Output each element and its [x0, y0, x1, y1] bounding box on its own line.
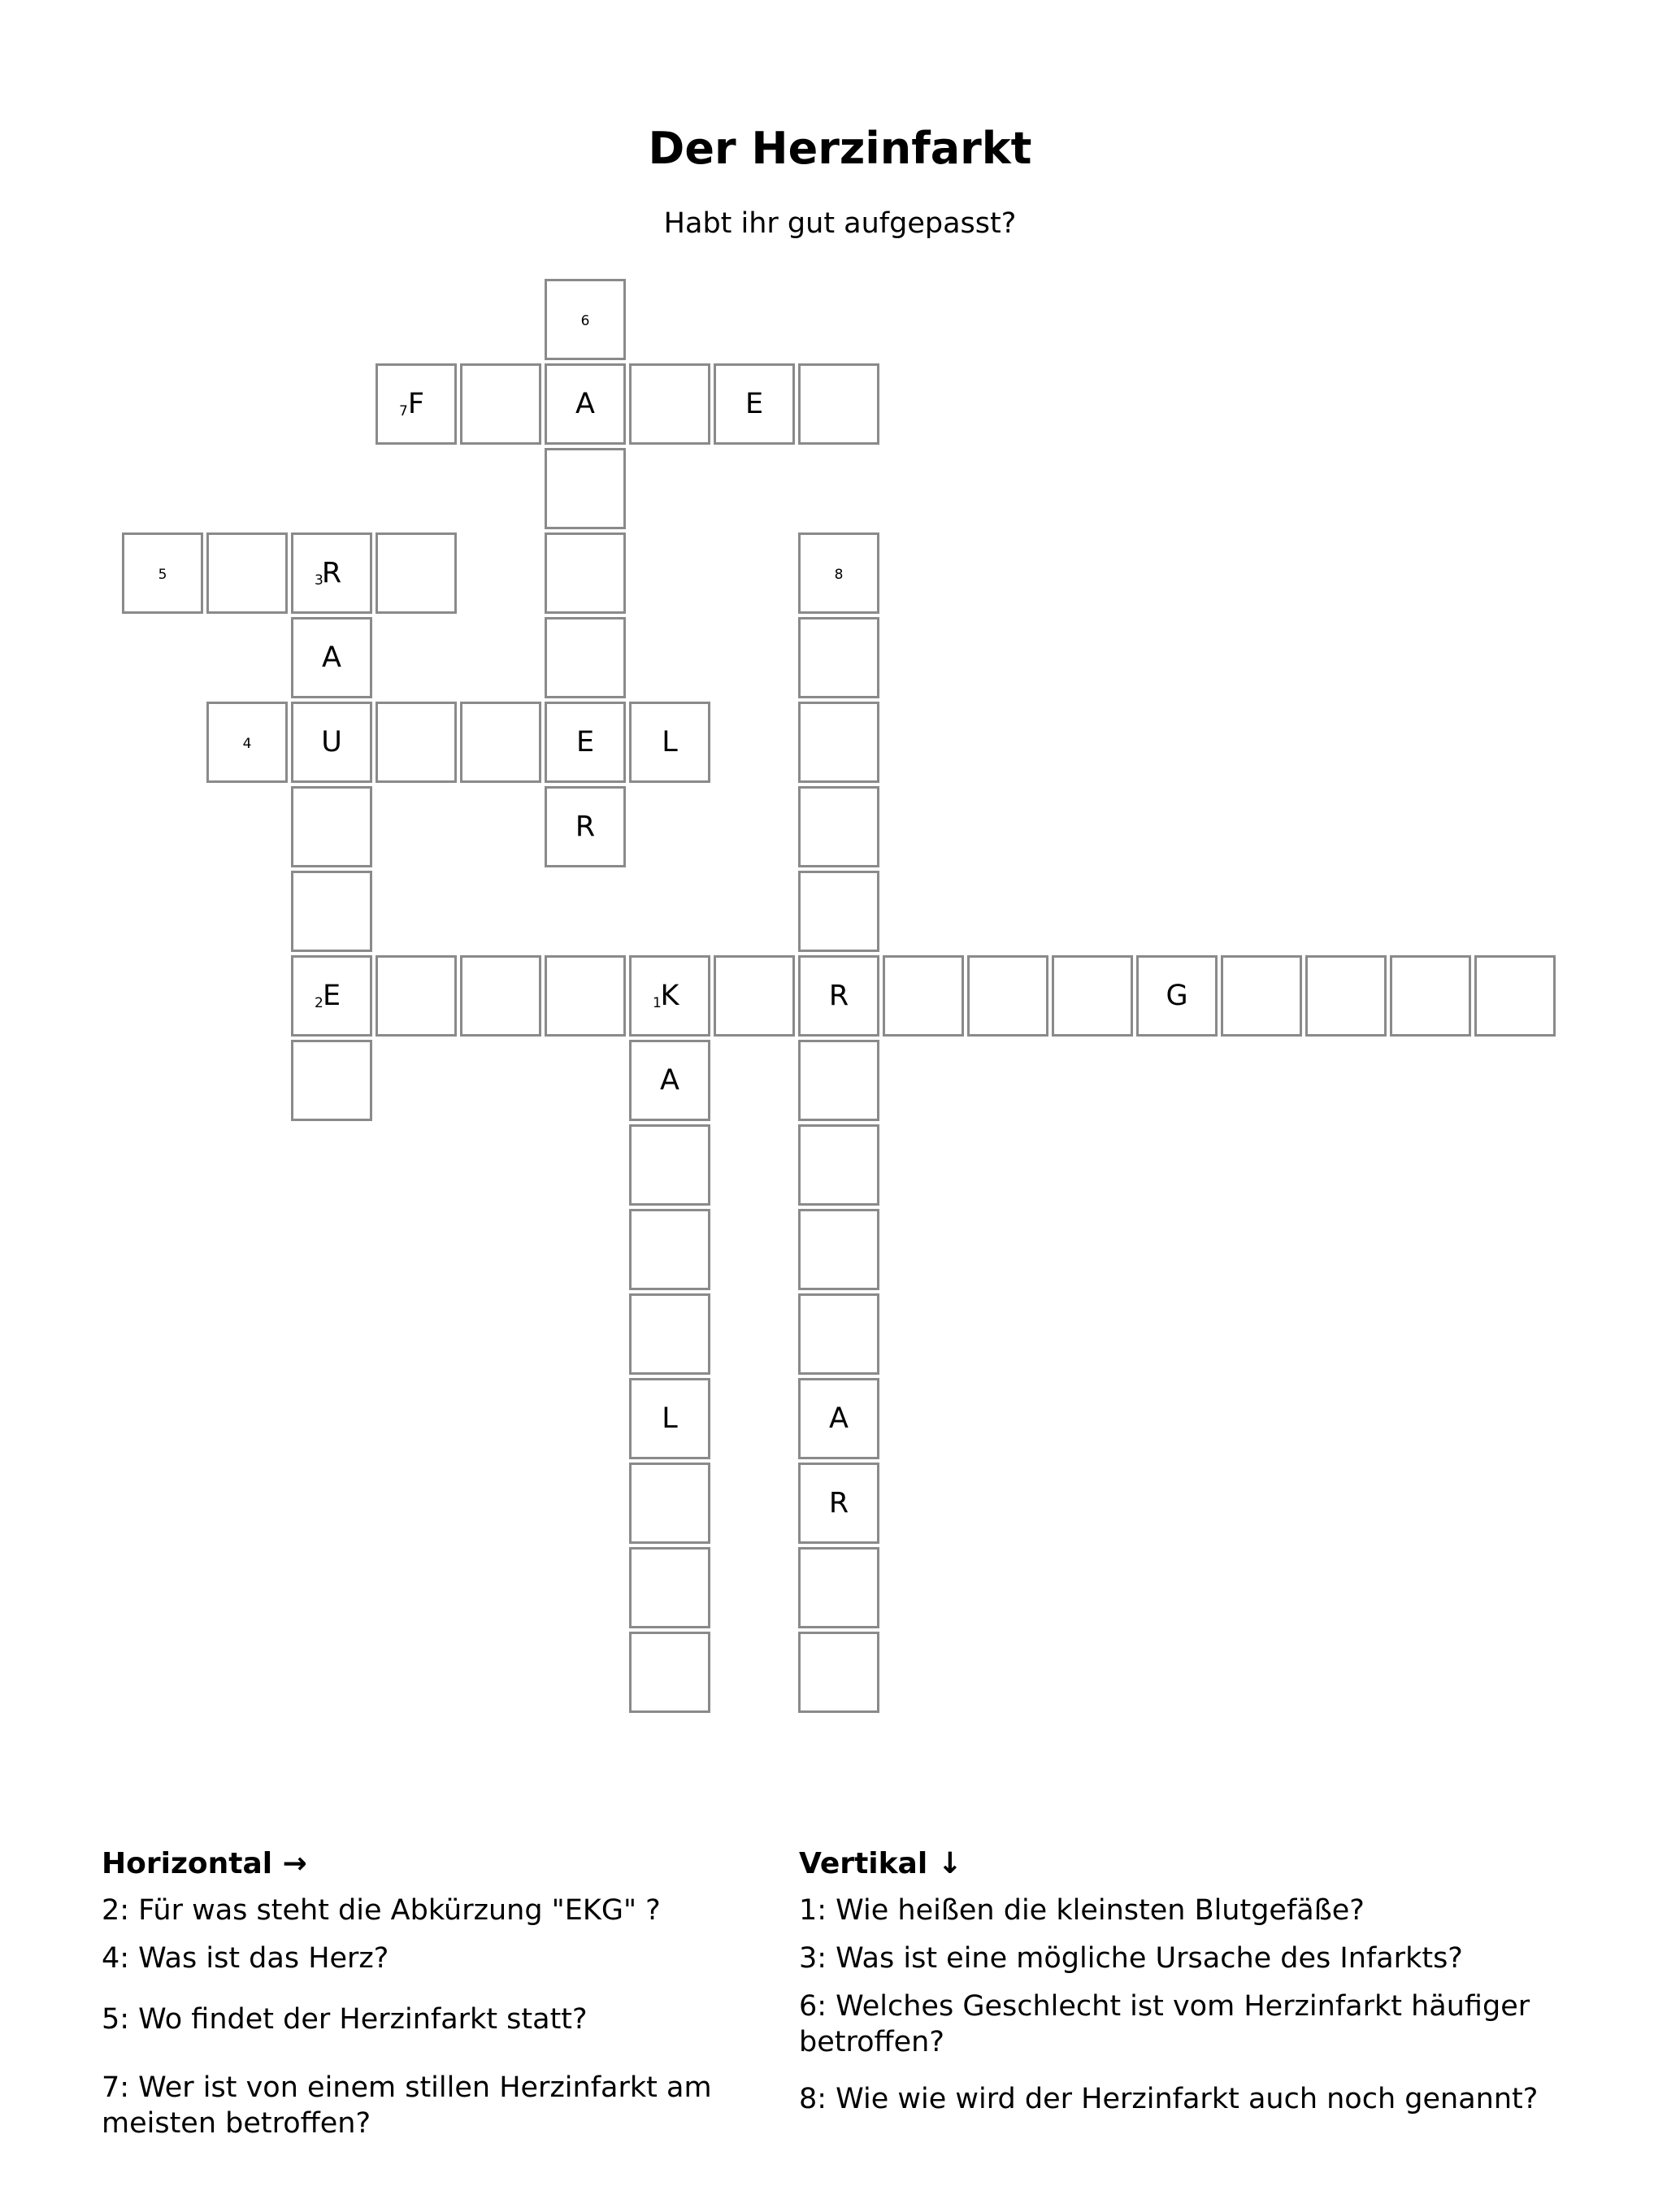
cell-letter: R [828, 980, 849, 1012]
grid-cell[interactable] [629, 1632, 710, 1713]
grid-cell[interactable] [798, 1040, 879, 1121]
clue-number: 4 [242, 736, 252, 752]
grid-cell[interactable] [291, 786, 372, 867]
cell-letter: E [322, 980, 341, 1012]
cell-letter: A [660, 1064, 679, 1097]
clues-horizontal [102, 1844, 752, 2141]
grid-cell[interactable] [545, 532, 626, 614]
grid-cell[interactable] [629, 702, 710, 783]
cell-letter: A [829, 1402, 849, 1435]
grid-cell[interactable] [629, 363, 710, 445]
grid-cell[interactable] [798, 955, 879, 1037]
grid-cell[interactable] [291, 532, 372, 614]
grid-cell[interactable] [714, 363, 795, 445]
grid-cell[interactable] [629, 955, 710, 1037]
grid-cell[interactable] [883, 955, 964, 1037]
cell-letter: F [407, 388, 425, 420]
grid-cell[interactable] [206, 532, 288, 614]
grid-cell[interactable] [629, 1293, 710, 1375]
clue-number: 7 [399, 403, 408, 419]
grid-cell[interactable] [798, 1463, 879, 1544]
grid-cell[interactable] [798, 1124, 879, 1206]
grid-cell[interactable] [967, 955, 1048, 1037]
grid-cell[interactable] [460, 363, 541, 445]
grid-cell[interactable] [798, 871, 879, 952]
grid-cell[interactable] [545, 279, 626, 360]
grid-cell[interactable] [376, 955, 457, 1037]
clues-vertical [799, 1844, 1563, 2117]
page-title: Der Herzinfarkt [648, 123, 1032, 174]
grid-cell[interactable] [122, 532, 203, 614]
clue-h-7: 7: Wer ist von einem stillen Herzinfarkt am meisten betroffen? [102, 2071, 712, 2140]
page-subtitle: Habt ihr gut aufgepasst? [663, 207, 1017, 240]
clue-number: 6 [580, 313, 590, 329]
grid-cell[interactable] [629, 1463, 710, 1544]
grid-cell[interactable] [798, 786, 879, 867]
cell-letter: A [575, 388, 595, 420]
cell-letter: L [662, 1402, 678, 1435]
grid-cell[interactable] [545, 955, 626, 1037]
grid-cell[interactable] [629, 1547, 710, 1628]
grid-cell[interactable] [460, 955, 541, 1037]
clue-h-5: 5: Wo findet der Herzinfarkt statt? [102, 2003, 588, 2036]
grid-cell[interactable] [376, 532, 457, 614]
clue-v-1: 1: Wie heißen die kleinsten Blutgefäße? [799, 1894, 1365, 1927]
clue-number: 2 [315, 995, 323, 1011]
cell-letter: A [322, 641, 341, 674]
cell-letter: E [575, 726, 595, 758]
grid-cell[interactable] [460, 702, 541, 783]
grid-cell[interactable] [629, 1378, 710, 1459]
grid-cell[interactable] [798, 617, 879, 698]
clue-number: 5 [158, 567, 167, 583]
clue-number: 8 [834, 567, 844, 583]
clue-v-8: 8: Wie wie wird der Herzinfarkt auch noch genannt? [799, 2083, 1539, 2115]
cell-letter: L [662, 726, 678, 758]
grid-cell[interactable] [798, 363, 879, 445]
grid-cell[interactable] [629, 1040, 710, 1121]
grid-cell[interactable] [798, 702, 879, 783]
grid-cell[interactable] [545, 702, 626, 783]
grid-cell[interactable] [545, 617, 626, 698]
grid-cell[interactable] [545, 448, 626, 529]
grid-cell[interactable] [291, 955, 372, 1037]
grid-cell[interactable] [291, 702, 372, 783]
cell-letter: R [321, 557, 342, 589]
grid-cell[interactable] [376, 363, 457, 445]
grid-cell[interactable] [798, 1209, 879, 1290]
grid-cell[interactable] [291, 871, 372, 952]
clues-vertical-heading: Vertikal ↓ [799, 1847, 962, 1880]
cell-letter: R [828, 1487, 849, 1519]
clue-number: 1 [653, 995, 662, 1011]
grid-cell[interactable] [798, 1293, 879, 1375]
grid-cell[interactable] [1390, 955, 1471, 1037]
grid-cell[interactable] [798, 1632, 879, 1713]
grid-cell[interactable] [206, 702, 288, 783]
clue-number: 3 [315, 572, 323, 589]
grid-cell[interactable] [545, 786, 626, 867]
grid-cell[interactable] [714, 955, 795, 1037]
grid-cell[interactable] [291, 617, 372, 698]
grid-cell[interactable] [798, 1547, 879, 1628]
grid-cell[interactable] [545, 363, 626, 445]
cell-letter: G [1166, 980, 1188, 1012]
cell-letter: U [321, 726, 342, 758]
clues-horizontal-heading: Horizontal → [102, 1847, 307, 1880]
grid-cell[interactable] [629, 1124, 710, 1206]
grid-cell[interactable] [798, 532, 879, 614]
grid-cell[interactable] [1221, 955, 1302, 1037]
grid-cell[interactable] [376, 702, 457, 783]
grid-cell[interactable] [1136, 955, 1218, 1037]
cell-letter: K [660, 980, 679, 1012]
grid-cell[interactable] [798, 1378, 879, 1459]
cell-letter: R [575, 811, 596, 843]
clue-h-2: 2: Für was steht die Abkürzung "EKG" ? [102, 1894, 661, 1927]
cell-letter: E [744, 388, 764, 420]
grid-cell[interactable] [1474, 955, 1556, 1037]
grid-cell[interactable] [1052, 955, 1133, 1037]
grid-cell[interactable] [1305, 955, 1387, 1037]
clue-v-6: 6: Welches Geschlecht ist vom Herzinfarkt häufiger betroffen? [799, 1990, 1530, 2058]
grid-cell[interactable] [291, 1040, 372, 1121]
grid-cell[interactable] [629, 1209, 710, 1290]
clue-h-4: 4: Was ist das Herz? [102, 1942, 389, 1975]
clue-v-3: 3: Was ist eine mögliche Ursache des Infarkts? [799, 1942, 1463, 1975]
